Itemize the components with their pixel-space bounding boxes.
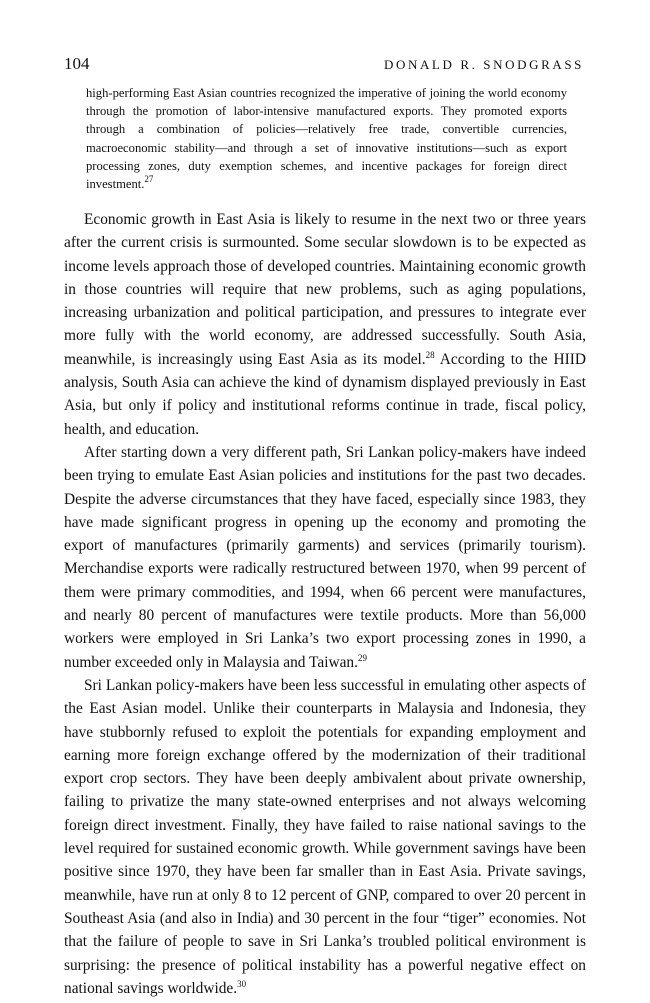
paragraph-2 (64, 441, 586, 674)
paragraph-1-text-b: According to the HIID analysis, South Asia can achieve the kind of dynamism displayed previously in East Asia, but only if policy and institutional reforms continue in trade, fiscal policy, health, and education. (64, 350, 586, 438)
footnote-ref-30: 30 (237, 978, 247, 989)
paragraph-1 (64, 208, 586, 441)
body-text (64, 208, 586, 1000)
footnote-ref-29: 29 (357, 652, 367, 663)
page-number: 104 (64, 54, 90, 73)
footnote-ref-28: 28 (425, 349, 435, 360)
running-head (64, 54, 584, 76)
paragraph-1-text-a: Economic growth in East Asia is likely to resume in the next two or three years after the current crisis is surmounted. Some secular slowdown is to be expected as income levels approach those of developed countries. Maintaining economic growth in those countries will require that new problems, such as aging populations, increasing urbanization and political participation, and pressures to integrate ever more fully with the world economy, are addressed successfully. South Asia, meanwhile, is increasingly using East Asia as its model. (64, 211, 586, 368)
paragraph-2-text: After starting down a very different path, Sri Lankan policy-makers have indeed been trying to emulate East Asian policies and institutions for the past two decades. Despite the adverse circumstances that they have faced, especially since 1983, they have made significant progress in opening up the economy and promoting the export of manufactures (primarily garments) and services (primarily tourism). Merchandise exports were radically restructured between 1970, when 99 percent of them were primary commodities, and 1994, when 66 percent were manufactures, and nearly 80 percent of manufactures were textile products. More than 56,000 workers were employed in Sri Lanka’s two export processing zones in 1990, a number exceeded only in Malaysia and Taiwan. (64, 443, 586, 671)
block-quote-text: high-performing East Asian countries recognized the imperative of joining the world economy through the promotion of labor-intensive manufactured exports. They promoted exports through a combination of policies—relatively free trade, convertible currencies, macroeconomic stability—and through a set of innovative institutions—such as export processing zones, duty exemption schemes, and incentive packages for foreign direct investment. (86, 86, 567, 192)
block-quote (86, 84, 567, 193)
paragraph-3-text: Sri Lankan policy-makers have been less successful in emulating other aspects of the East Asian model. Unlike their counterparts in Malaysia and Indonesia, they have stubbornly refused to exploit the potentials for expanding employment and earning more foreign exchange offered by the modernization of their traditional export crop sectors. They have been deeply ambivalent about private ownership, failing to privatize the many state-owned enterprises and not always welcoming foreign direct investment. Finally, they have failed to raise national savings to the level required for sustained economic growth. While government savings have been positive since 1970, they have been far smaller than in East Asia. Private savings, meanwhile, have run at only 8 to 12 percent of GNP, compared to over 20 percent in Southeast Asia (and also in India) and 30 percent in the four “tiger” economies. Not that the failure of people to save in Sri Lanka’s troubled political environment is surprising: the presence of political instability has a powerful negative effect on national savings worldwide. (64, 676, 586, 997)
running-title: DONALD R. SNODGRASS (383, 57, 584, 72)
paragraph-3 (64, 674, 586, 1000)
footnote-ref-27: 27 (144, 174, 154, 185)
